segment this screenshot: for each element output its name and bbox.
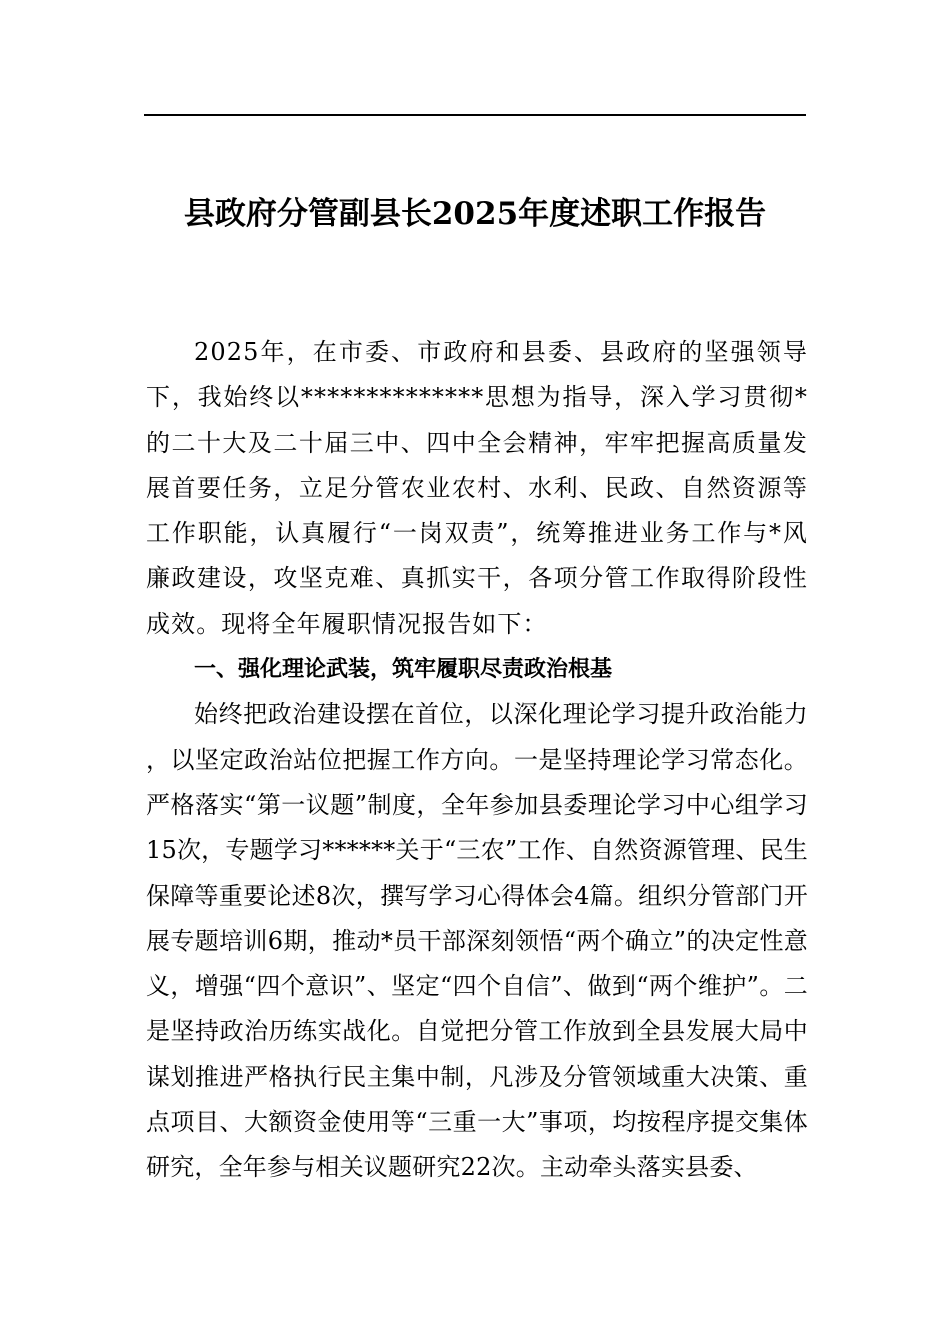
section-1-paragraph: 始终把政治建设摆在首位，以深化理论学习提升政治能力，以坚定政治站位把握工作方向。一是坚持理论学习常态化。严格落实“第一议题”制度，全年参加县委理论学习中心组学习15次，专题学习******关于“三农”工作、自然资源管理、民生保障等重要论述8次，撰写学习心得体会4篇。组织分管部门开展专题培训6期，推动*员干部深刻领悟“两个确立”的决定性意义，增强“四个意识”、坚定“四个自信”、做到“两个维护”。二是坚持政治历练实战化。自觉把分管工作放到全县发展大局中谋划推进严格执行民主集中制，凡涉及分管领域重大决策、重点项目、大额资金使用等“三重一大”事项，均按程序提交集体研究，全年参与相关议题研究22次。主动牵头落实县委、 bbox=[146, 700, 808, 1182]
header-rule bbox=[144, 114, 806, 116]
intro-paragraph: 2025年，在市委、市政府和县委、县政府的坚强领导下，我始终以**************思想为指导，深入学习贯彻*的二十大及二十届三中、四中全会精神，牢牢把握高质量发展首要任务，立足分管农业农村、水利、民政、自然资源等工作职能，认真履行“一岗双责”，统筹推进业务工作与*风廉政建设，攻坚克难、真抓实干，各项分管工作取得阶段性成效。现将全年履职情况报告如下： bbox=[146, 338, 808, 638]
document-body bbox=[146, 330, 808, 1191]
document-title: 县政府分管副县长2025年度述职工作报告 bbox=[183, 196, 767, 232]
section-heading-1: 一、强化理论武装，筑牢履职尽责政治根基 bbox=[194, 657, 613, 683]
